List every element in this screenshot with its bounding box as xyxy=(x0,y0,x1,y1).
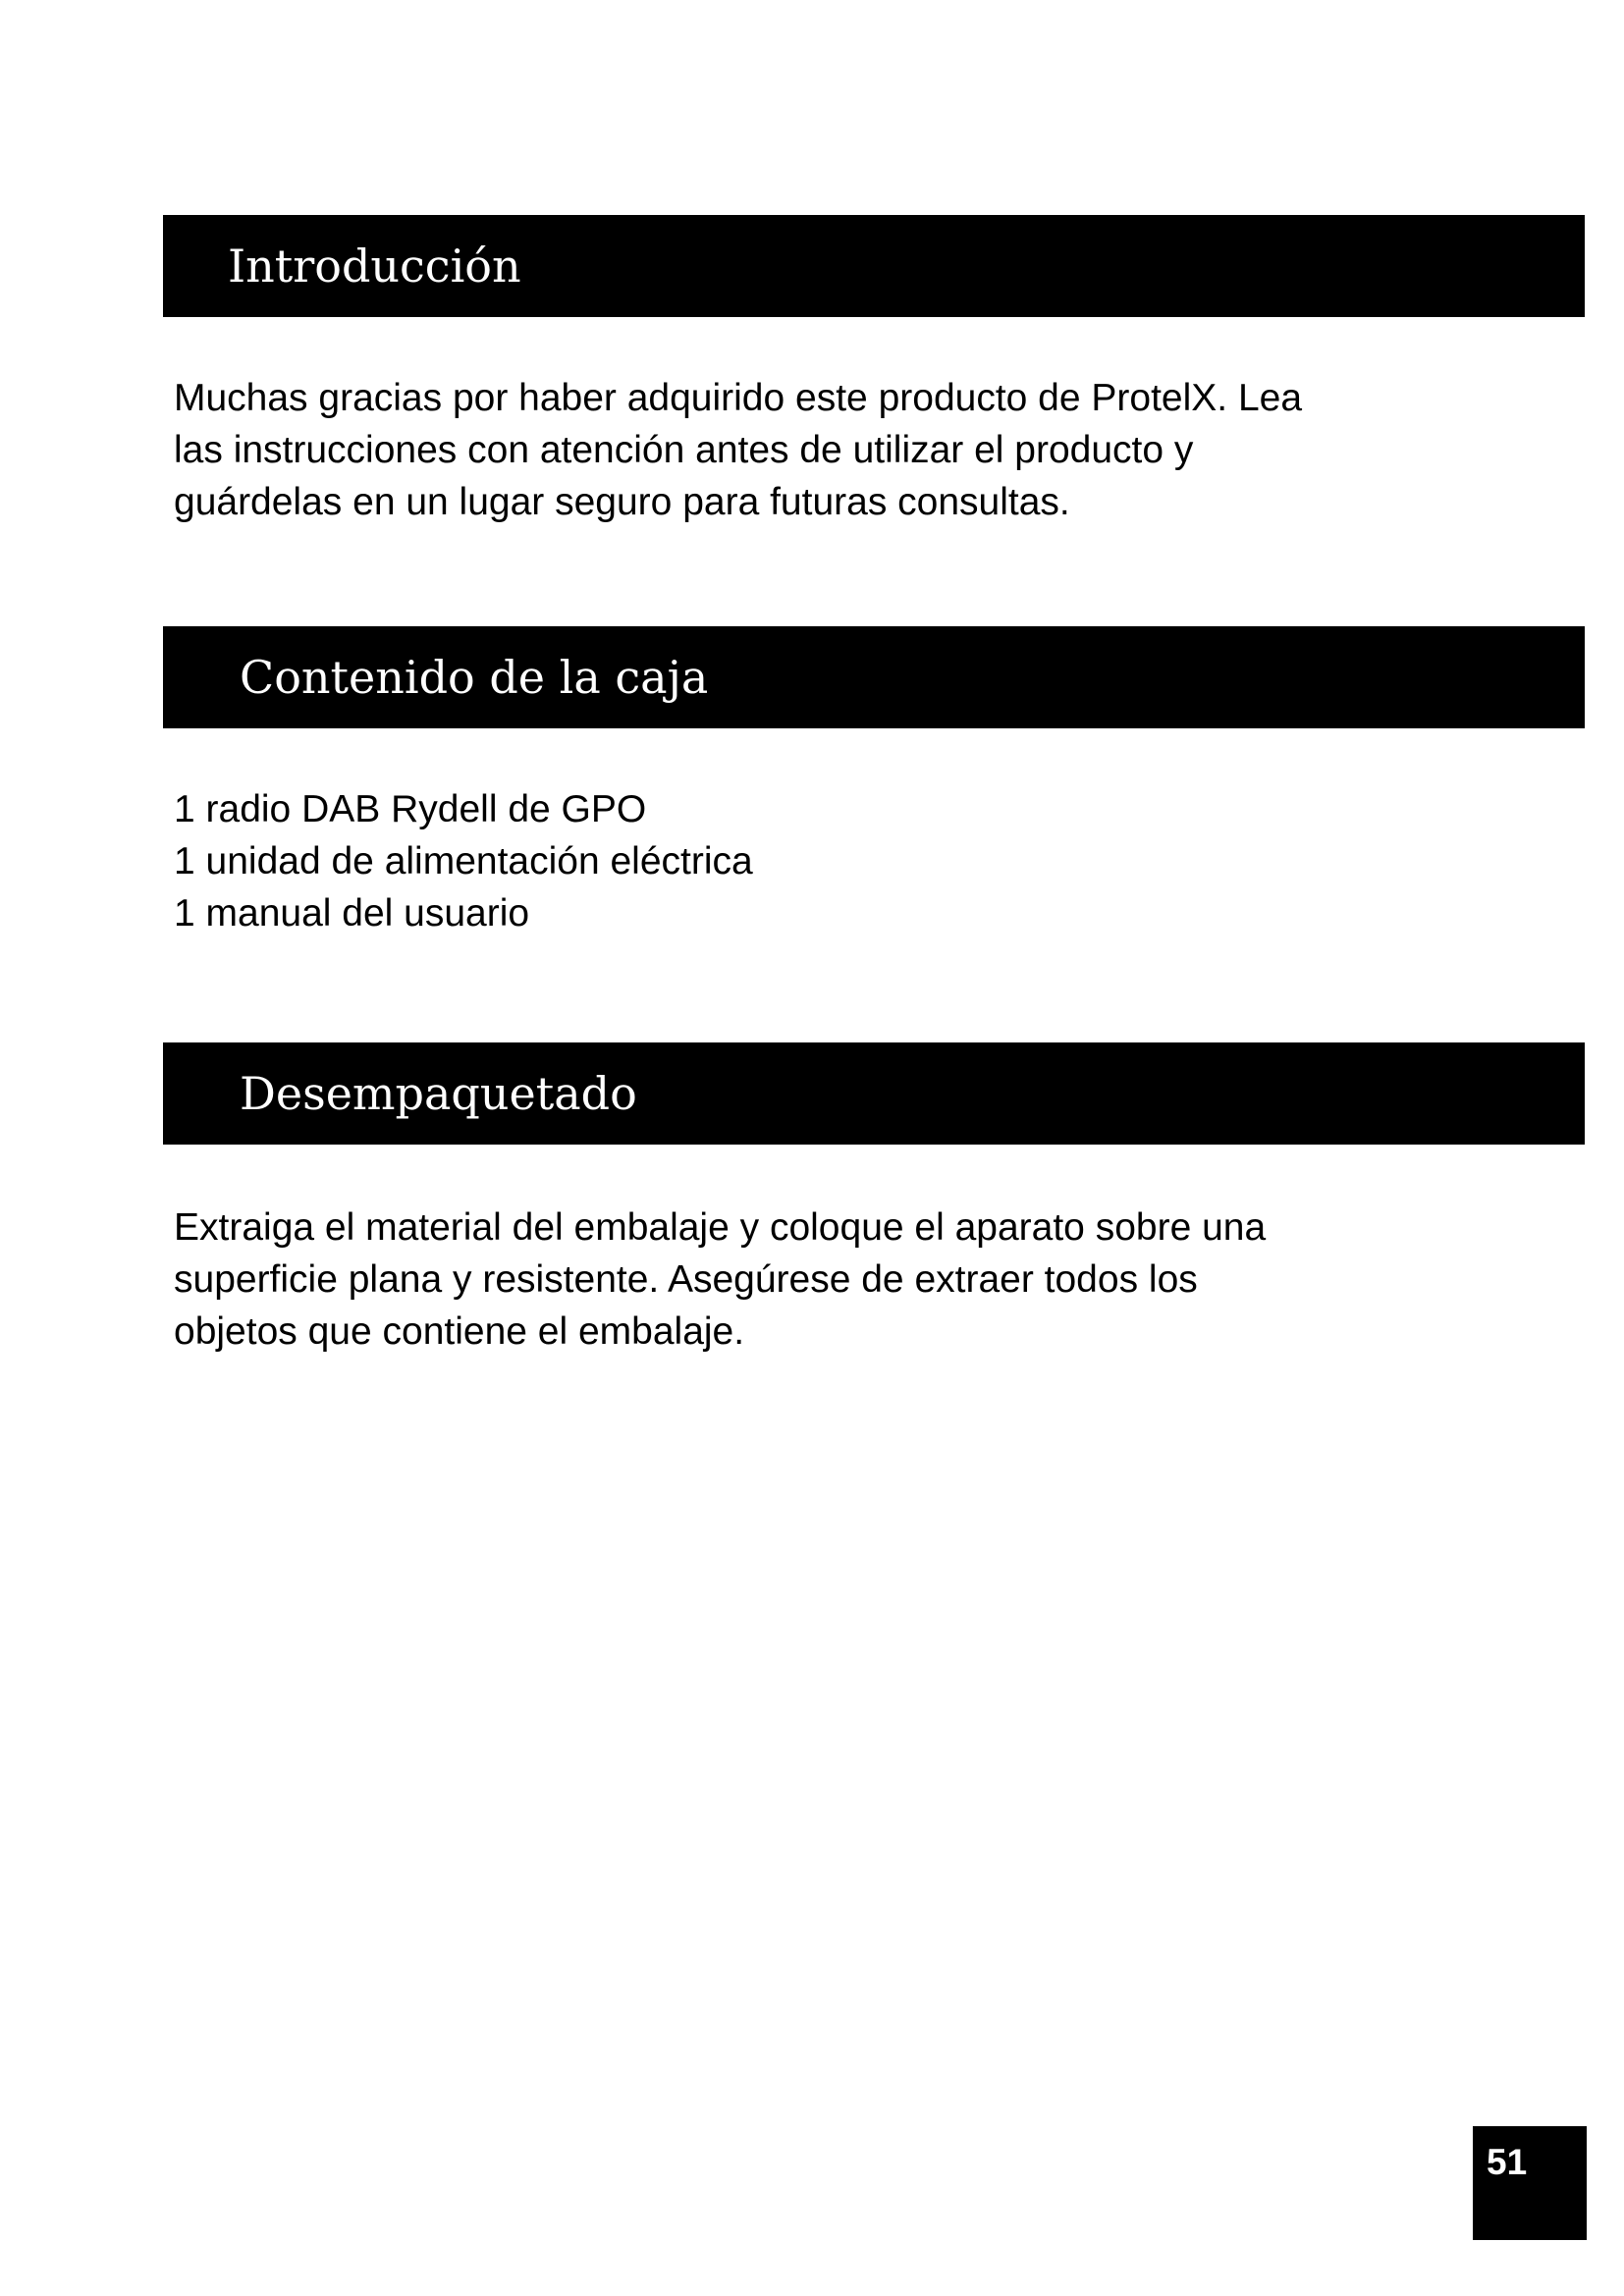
list-item: 1 manual del usuario xyxy=(174,892,530,934)
section-title: Contenido de la caja xyxy=(240,651,709,704)
unpacking-paragraph xyxy=(174,1201,1450,1358)
section-title: Introducción xyxy=(228,240,521,293)
intro-line: Muchas gracias por haber adquirido este producto de ProtelX. Lea xyxy=(174,377,1303,419)
page-number-badge xyxy=(1473,2126,1587,2240)
intro-line: guárdelas en un lugar seguro para futuras consultas. xyxy=(174,481,1070,523)
box-contents-list xyxy=(174,783,1450,939)
unpacking-line: objetos que contiene el embalaje. xyxy=(174,1310,745,1353)
section-title: Desempaquetado xyxy=(240,1067,637,1120)
unpacking-line: Extraiga el material del embalaje y coloque el aparato sobre una xyxy=(174,1206,1267,1249)
page-number: 51 xyxy=(1487,2142,1528,2182)
section-heading-introduccion xyxy=(163,215,1585,317)
section-heading-desempaquetado xyxy=(163,1042,1585,1145)
list-item: 1 unidad de alimentación eléctrica xyxy=(174,840,753,882)
intro-line: las instrucciones con atención antes de utilizar el producto y xyxy=(174,429,1194,471)
intro-paragraph xyxy=(174,372,1450,528)
unpacking-line: superficie plana y resistente. Asegúrese de extraer todos los xyxy=(174,1258,1198,1301)
section-heading-contenido xyxy=(163,626,1585,728)
list-item: 1 radio DAB Rydell de GPO xyxy=(174,788,647,830)
